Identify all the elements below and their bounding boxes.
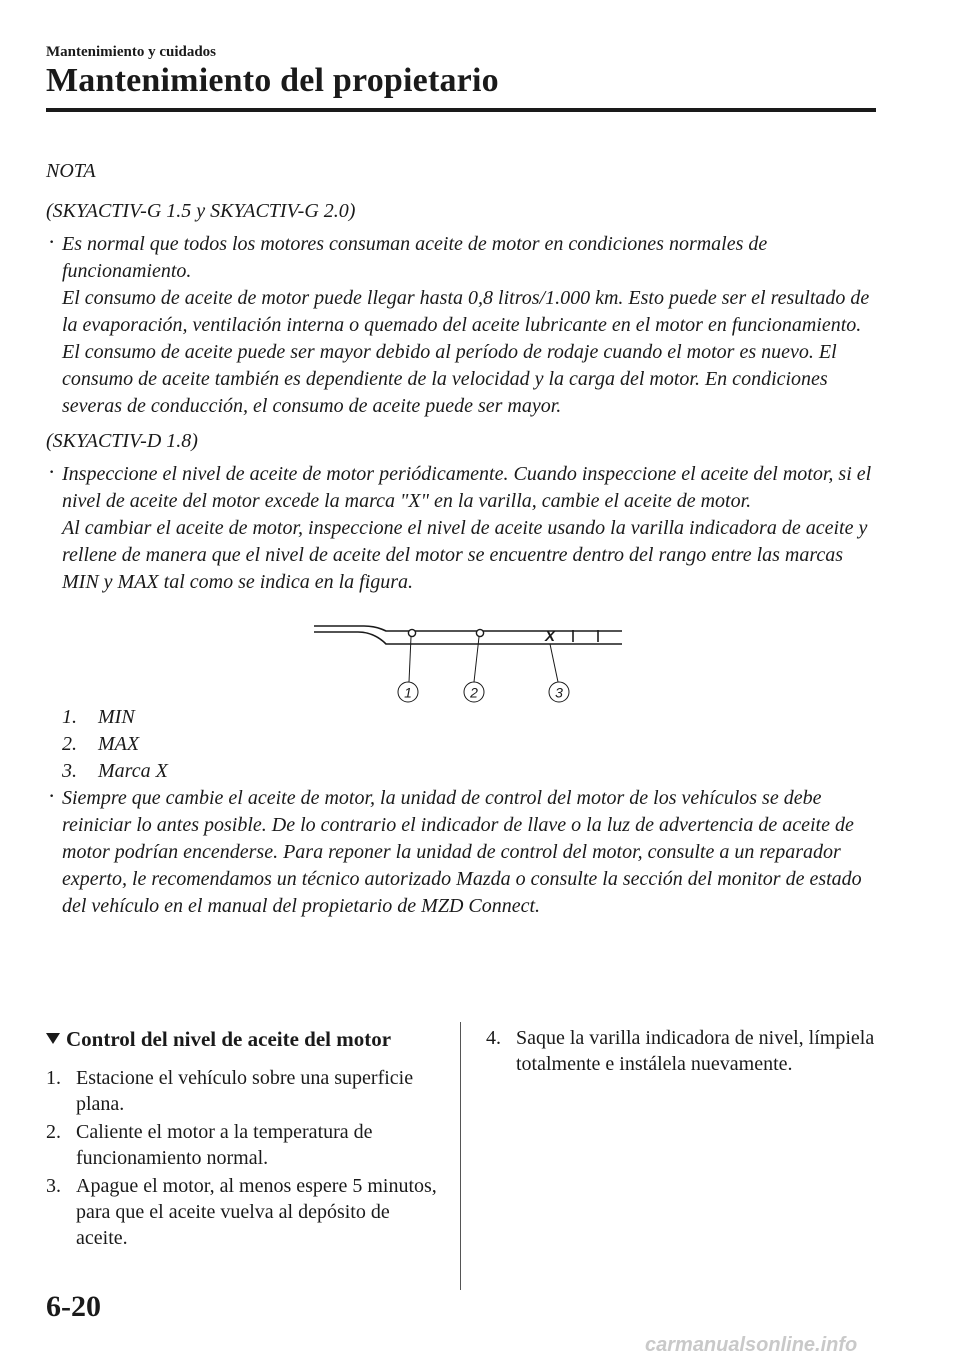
legend-label: MAX (98, 733, 140, 755)
step-text: Caliente el motor a la temperatura de funcionamiento normal. (76, 1121, 373, 1169)
callout-number-2: 2 (470, 684, 478, 701)
note-bullet-3 (46, 785, 876, 920)
engine-g-heading: (SKYACTIV-G 1.5 y SKYACTIV-G 2.0) (46, 200, 356, 222)
legend-item (62, 731, 876, 758)
dipstick-top-edge (314, 626, 622, 631)
title-rule (46, 108, 876, 112)
legend-number: 3. (62, 760, 77, 782)
step-item (46, 1065, 441, 1117)
bullet-1-paragraph-2: El consumo de aceite de motor puede llegar hasta 0,8 litros/1.000 km. Esto puede ser el resultado de la evaporación, ventilación interna o quemado del aceite lubricante en el motor en funcionamiento. El consumo de aceite puede ser mayor debido al período de rodaje cuando el motor es nuevo. El consumo de aceite también es dependiente de la velocidad y la carga del motor. En condiciones severas de conducción, el consumo de aceite puede ser mayor. (62, 287, 870, 417)
step-text: Saque la varilla indicadora de nivel, límpiela totalmente e instálela nuevamente. (516, 1027, 875, 1075)
callout-number-1: 1 (404, 684, 412, 701)
section-heading-text: Control del nivel de aceite del motor (66, 1027, 392, 1051)
dipstick-figure (46, 604, 876, 704)
section-heading (46, 1025, 441, 1053)
section-label: Mantenimiento y cuidados (46, 44, 217, 60)
min-mark (408, 629, 415, 636)
bullet-2-paragraph-1: · Inspeccione el nivel de aceite de motor periódicamente. Cuando inspeccione el aceite del motor, si el nivel de aceite del motor excede la marca "X" en la varilla, cambie el aceite de motor. (62, 463, 872, 512)
step-item (46, 1119, 441, 1171)
legend-number: 2. (62, 733, 77, 755)
note-block (46, 158, 876, 928)
step-number: 4. (486, 1027, 501, 1049)
triangle-bullet-icon (46, 1033, 60, 1044)
steps-list (46, 1065, 441, 1251)
engine-d-heading: (SKYACTIV-D 1.8) (46, 430, 198, 452)
legend-number: 1. (62, 706, 77, 728)
legend-label: MIN (98, 706, 135, 728)
legend-item (62, 704, 876, 731)
page-number: 6-20 (46, 1290, 101, 1323)
step-number: 1. (46, 1067, 61, 1089)
step-number: 3. (46, 1175, 61, 1197)
note-bullet-1 (46, 231, 876, 420)
note-label: NOTA (46, 160, 96, 182)
step-text: Estacione el vehículo sobre una superficie plana. (76, 1067, 414, 1115)
column-divider (460, 1022, 461, 1290)
note-bullet-2 (46, 461, 876, 596)
figure-legend (46, 704, 876, 785)
legend-label: Marca X (98, 760, 168, 782)
dipstick-bottom-edge (314, 632, 622, 644)
dipstick-diagram (46, 604, 876, 704)
step-text: Apague el motor, al menos espere 5 minutos, para que el aceite vuelva al depósito de aceite. (76, 1175, 437, 1249)
right-column (486, 1025, 876, 1079)
bullet-2-paragraph-2: Al cambiar el aceite de motor, inspeccione el nivel de aceite usando la varilla indicadora de aceite y rellene de manera que el nivel de aceite del motor se encuentre dentro del rango entre las marcas MIN y MAX tal como se indica en la figura. (62, 517, 868, 593)
page-title: Mantenimiento del propietario (46, 62, 499, 99)
watermark: carmanualsonline.info (645, 1334, 858, 1356)
max-mark (476, 629, 483, 636)
leader-line-3 (550, 644, 558, 682)
legend-item (62, 758, 876, 785)
step-item (486, 1025, 876, 1077)
step-item (46, 1173, 441, 1251)
callout-number-3: 3 (555, 684, 563, 701)
bullet-3-paragraph: · Siempre que cambie el aceite de motor, la unidad de control del motor de los vehículos se debe reiniciar lo antes posible. De lo contrario el indicador de llave o la luz de advertencia de aceite de motor podrían encenderse. Para reponer la unidad de control del motor, consulte a un reparador experto, le recomendamos un técnico autorizado Mazda o consulte la sección del monitor de estado del vehículo en el manual del propietario de MZD Connect. (62, 787, 862, 917)
bullet-1-paragraph-1: · Es normal que todos los motores consuman aceite de motor en condiciones normales de funcionamiento. (62, 233, 768, 282)
left-column (46, 1025, 441, 1253)
steps-list-continued (486, 1025, 876, 1077)
x-mark-label: X (544, 628, 556, 645)
step-number: 2. (46, 1121, 61, 1143)
